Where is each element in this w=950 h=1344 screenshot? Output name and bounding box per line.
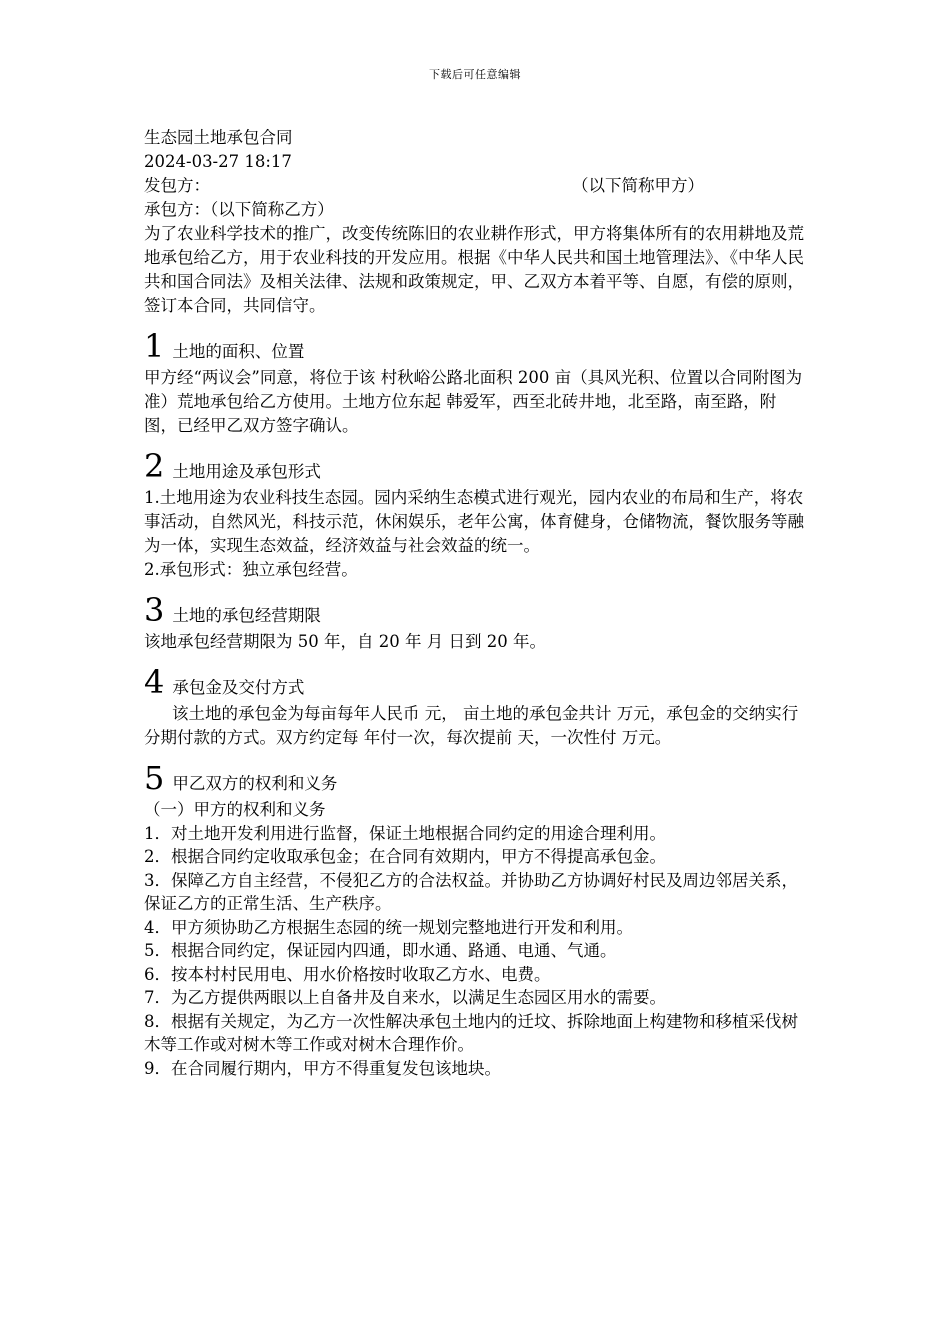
obligation-item: 2．根据合同约定收取承包金；在合同有效期内，甲方不得提高承包金。 [144, 847, 666, 866]
section-1-paragraph: 甲方经“两议会”同意，将位于该 村秋峪公路北面积 200 亩（具风光积、位置以合同附图为准）荒地承包给乙方使用。土地方位东起 韩爱军，西至北砖井地，北至路，南至路，附图，已经甲乙双方签字确认。 [144, 368, 803, 435]
section-2-paragraph-2: 2.承包形式：独立承包经营。 [144, 560, 358, 579]
section-number: 1 [144, 327, 165, 365]
section-number: 5 [144, 759, 165, 797]
section-3-paragraph: 该地承包经营期限为 50 年，自 20 年 月 日到 20 年。 [144, 632, 546, 651]
section-2-paragraph-1: 1.土地用途为农业科技生态园。园内采纳生态模式进行观光，园内农业的布局和生产，将农事活动，自然风光，科技示范，休闲娱乐，老年公寓，体育健身，仓储物流，餐饮服务等融为一体，实现生态效益，经济效益与社会效益的统一。 [144, 488, 804, 555]
obligation-item: 8．根据有关规定，为乙方一次性解决承包土地内的迁坟、拆除地面上构建物和移植采伐树木等工作或对树木等工作或对树木合理作价。 [144, 1011, 798, 1054]
section-title: 土地的承包经营期限 [172, 606, 321, 625]
section-1-heading [144, 328, 804, 364]
section-2-heading [144, 448, 804, 484]
section-3-heading [144, 592, 804, 628]
section-title: 甲乙双方的权利和义务 [172, 774, 338, 793]
obligation-item: 5．根据合同约定，保证园内四通，即水通、路通、电通、气通。 [144, 941, 617, 960]
contract-title: 生态园土地承包合同 [144, 128, 293, 147]
obligation-item: 1．对土地开发利用进行监督，保证土地根据合同约定的用途合理利用。 [144, 823, 666, 843]
obligation-item: 9．在合同履行期内，甲方不得重复发包该地块。 [144, 1058, 501, 1078]
party-b-row: 承包方：（以下简称乙方） [144, 200, 334, 219]
section-title: 土地的面积、位置 [172, 342, 305, 361]
party-a-alias: （以下简称甲方） [572, 176, 704, 195]
obligation-item: 7．为乙方提供两眼以上自备井及自来水，以满足生态园区用水的需要。 [144, 988, 666, 1007]
section-5-heading [144, 760, 804, 796]
section-4-paragraph: 该土地的承包金为每亩每年人民币 元， 亩土地的承包金共计 万元，承包金的交纳实行分期付款的方式。双方约定每 年付一次，每次提前 天，一次性付 万元。 [144, 704, 799, 747]
page-header-note: 下载后可任意编辑 [429, 68, 521, 81]
obligation-item: 4．甲方须协助乙方根据生态园的统一规划完整地进行开发和利用。 [144, 917, 633, 937]
contract-datetime: 2024-03-27 18:17 [144, 152, 292, 171]
intro-paragraph: 为了农业科学技术的推广，改变传统陈旧的农业耕作形式，甲方将集体所有的农用耕地及荒地承包给乙方，用于农业科技的开发应用。根据《中华人民共和国土地管理法》、《中华人民共和国合同法》及相关法律、法规和政策规定，甲、乙双方本着平等、自愿，有偿的原则，签订本合同，共同信守。 [144, 224, 804, 315]
contract-body [144, 126, 804, 1080]
section-number: 3 [144, 591, 165, 629]
section-title: 承包金及交付方式 [172, 678, 305, 697]
subsection-title: （一）甲方的权利和义务 [144, 800, 326, 819]
party-a-label: 发包方： [144, 176, 210, 195]
section-title: 土地用途及承包形式 [172, 462, 321, 481]
section-4-heading [144, 664, 804, 700]
obligation-item: 6．按本村村民用电、用水价格按时收取乙方水、电费。 [144, 964, 551, 984]
section-number: 4 [144, 663, 165, 701]
obligation-item: 3．保障乙方自主经营，不侵犯乙方的合法权益。并协助乙方协调好村民及周边邻居关系，保证乙方的正常生活、生产秩序。 [144, 870, 798, 913]
section-number: 2 [144, 447, 165, 485]
party-a-row [144, 174, 704, 198]
